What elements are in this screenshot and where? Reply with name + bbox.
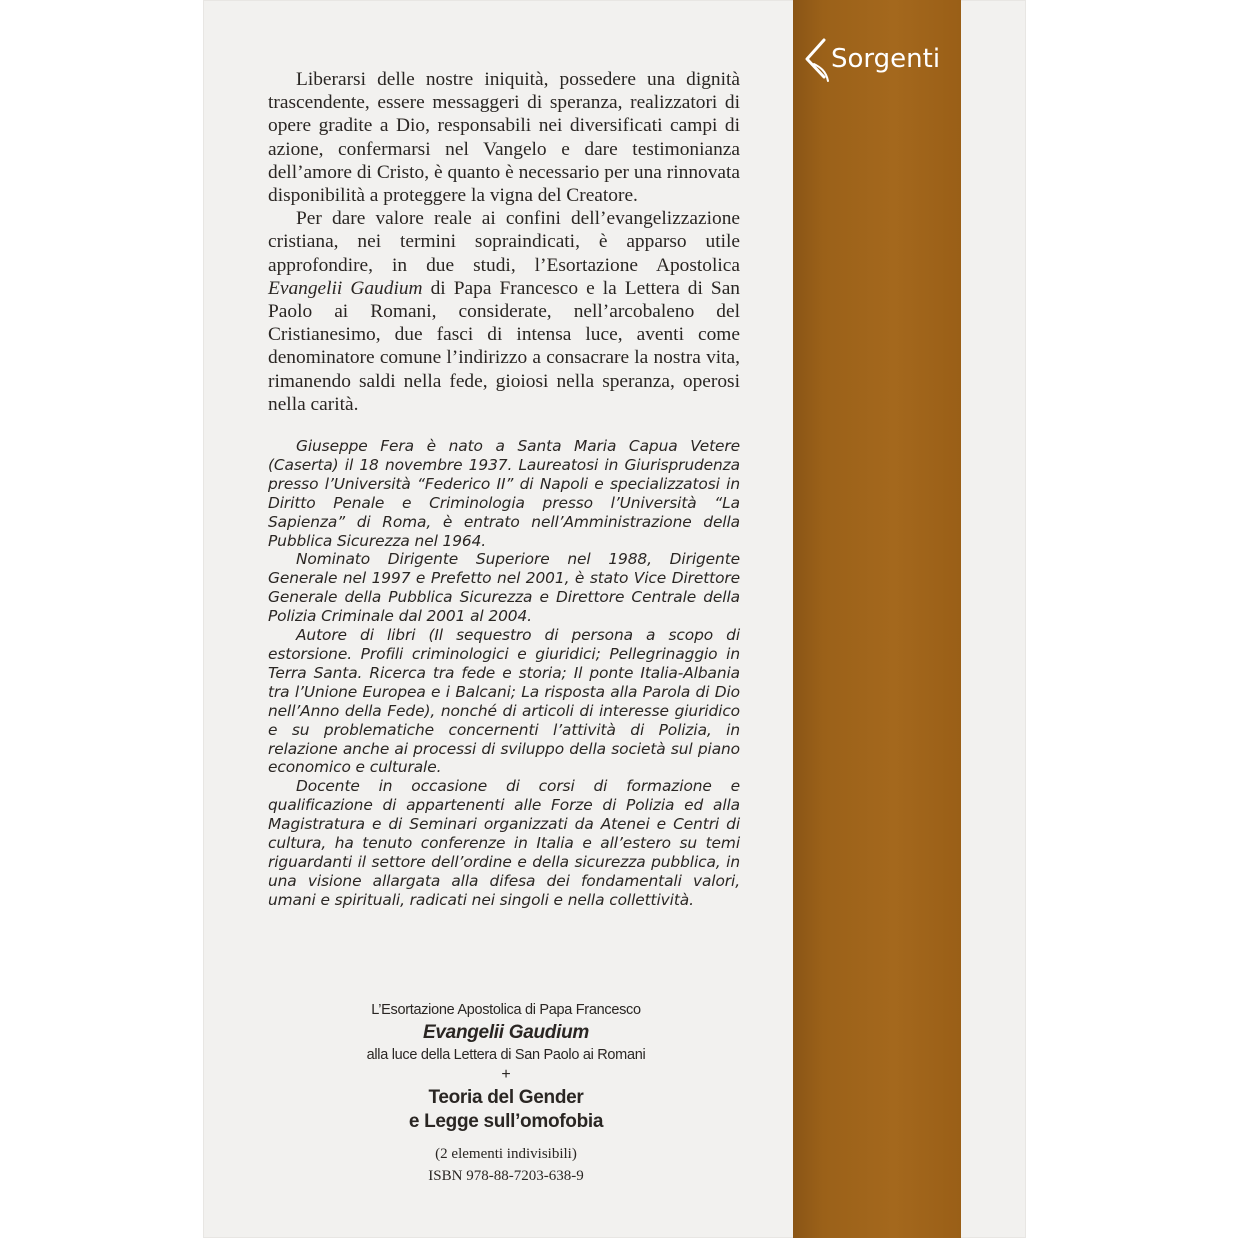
bio-paragraph-2: Nominato Dirigente Superiore nel 1988, Dirigente Generale nel 1997 e Prefetto nel 2001, è stato Vice Direttore Generale della Pubblica Sicurezza e Direttore Centrale della Polizia Criminale dal 2001 al 2004. — [268, 550, 740, 626]
bundle-subtitle-1: L’Esortazione Apostolica di Papa Francesco — [371, 1002, 641, 1018]
author-bio — [268, 437, 740, 910]
sorgenti-chevron-icon — [804, 37, 830, 83]
bio-paragraph-4: Docente in occasione di corsi di formazione e qualificazione di appartenenti alle Forze di Polizia ed alla Magistratura e di Seminari organizzati da Atenei e Centri di cultura, ha tenuto conferenze in Italia e all’estero su temi riguardanti il settore dell’ordine e della sicurezza pubblica, in una visione allargata alla difesa dei fondamentali valori, umani e spirituali, radicati nei singoli e nella collettività. — [268, 777, 740, 909]
book-bundle-info — [340, 1000, 672, 1187]
bundle-subtitle-2: alla luce della Lettera di San Paolo ai Romani — [366, 1047, 646, 1063]
bundle-title-2-line-2: e Legge sull’omofobia — [408, 1111, 604, 1132]
bundle-note: (2 elementi indivisibili) — [435, 1146, 577, 1162]
publisher-logo — [804, 30, 964, 90]
intro-p2-start: Per dare valore reale ai confini dell’evangelizzazione cristiana, nei termini sopraindicati, è apparso utile approfondire, in due studi, l’Esortazione Apostolica — [268, 208, 740, 276]
intro-paragraph-1: Liberarsi delle nostre iniquità, possedere una dignità trascendente, essere messaggeri di speranza, realizzatori di opere gradite a Dio, responsabili nei diversificati campi di azione, confermarsi nel Vangelo e dare testimonianza dell’amore di Cristo, è quanto è necessario per una rinnovata disponibilità a proteggere la vigna del Creatore. — [268, 69, 740, 207]
intro-p2-end: di Papa Francesco e la Lettera di San Paolo ai Romani, considerate, nell’arcobaleno del Cristianesimo, due fasci di intensa luce, aventi come denominatore comune l’indirizzo a consacrare la nostra vita, rimanendo saldi nella fede, gioiosi nella speranza, operosi nella carità. — [268, 277, 740, 415]
bio-paragraph-1: Giuseppe Fera è nato a Santa Maria Capua Vetere (Caserta) il 18 novembre 1937. Laureatosi in Giurisprudenza presso l’Università “Federico II” di Napoli e specializzatosi in Diritto Penale e Criminologia presso l’Università “La Sapienza” di Roma, è entrato nell’Amministrazione della Pubblica Sicurezza nel 1964. — [268, 437, 740, 550]
publisher-name: Sorgenti — [831, 44, 941, 74]
bundle-title-1: Evangelii Gaudium — [423, 1022, 589, 1043]
intro-p2-title: Evangelii Gaudium — [268, 277, 423, 299]
bundle-plus: + — [501, 1066, 511, 1083]
intro-text — [268, 68, 740, 416]
bio-paragraph-3: Autore di libri (Il sequestro di persona a scopo di estorsione. Profili criminologici e giuridici; Pellegrinaggio in Terra Santa. Ricerca tra fede e storia; Il ponte Italia-Albania tra l’Unione Europea e i Balcani; La risposta alla Parola di Dio nell’Anno della Fede), nonché di articoli di interesse giuridico e su problematiche concernenti l’attività di Polizia, in relazione anche ai processi di sviluppo della società sul piano economico e culturale. — [268, 626, 740, 777]
intro-paragraph-2 — [268, 207, 740, 416]
brown-side-stripe — [793, 0, 961, 1238]
isbn: ISBN 978-88-7203-638-9 — [428, 1168, 584, 1184]
bundle-title-2-line-1: Teoria del Gender — [428, 1087, 584, 1108]
